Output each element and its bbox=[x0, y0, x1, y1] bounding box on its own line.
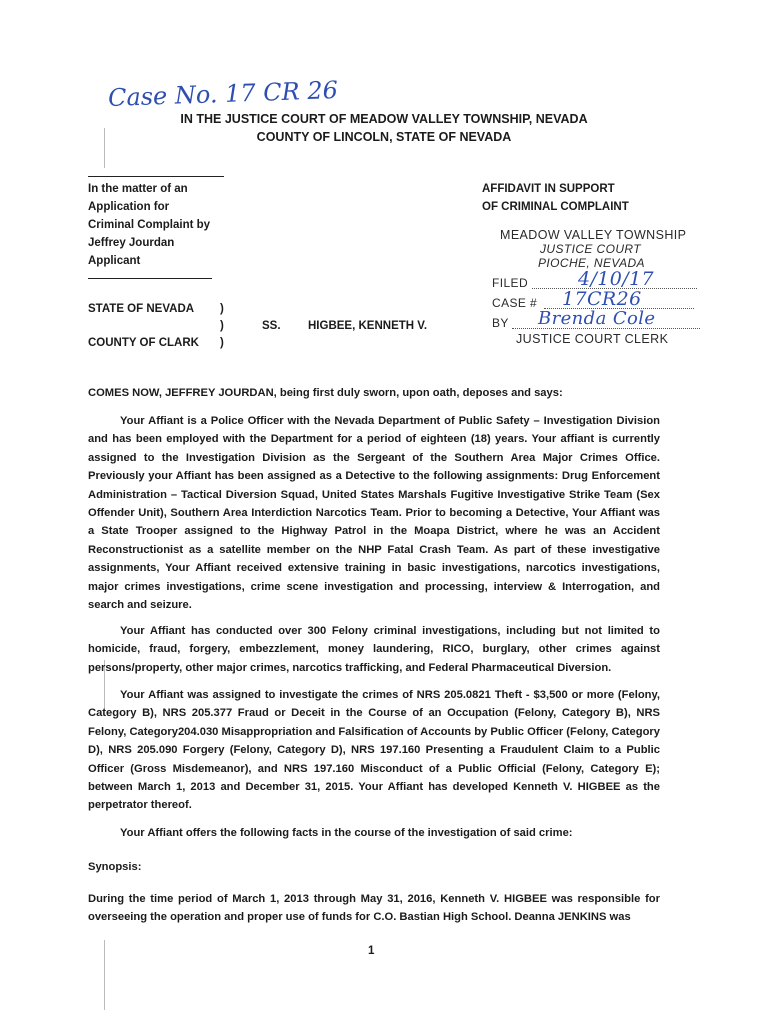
scan-margin-mark bbox=[104, 940, 105, 1010]
stamp-township: MEADOW VALLEY TOWNSHIP bbox=[500, 228, 687, 242]
page-number: 1 bbox=[368, 945, 375, 957]
affidavit-title bbox=[482, 180, 629, 216]
body-paragraph-qualifications: Your Affiant is a Police Officer with the Nevada Department of Public Safety – Investigation Division and has been employed with the Department for a period of eighteen (18) years. Your affiant is currently assigned to the Investigation Division as the Sergeant of the Southern Area Major Crimes Office. Previously your Affiant has been assigned as a Detective to the following assignments: Drug Enforcement Administration – Tactical Diversion Squad, United States Marshals Fugitive Investigative Strike Team (Sex Offender Unit), Southern Area Interdiction Narcotics Team. Prior to becoming a Detective, Your Affiant was a State Trooper assigned to the Highway Patrol in the Moapa District, where he was an Accident Reconstructionist as a satellite member on the NHP Fatal Crash Team. As part of these investigative assignments, Your Affiant received extensive training in basic investigations, narcotics investigations, major crimes investigations, crime scene investigation and processing, interview & Interrogation, and search and seizure. bbox=[88, 415, 660, 612]
matter-line: Jeffrey Jourdan bbox=[88, 237, 175, 249]
stamp-clerk-signature: Brenda Cole bbox=[538, 308, 656, 329]
venue-state: STATE OF NEVADA bbox=[88, 303, 195, 315]
stamp-clerk-title: JUSTICE COURT CLERK bbox=[516, 332, 669, 346]
comes-now-paragraph: COMES NOW, JEFFREY JOURDAN, being first duly sworn, upon oath, deposes and says: bbox=[88, 387, 563, 399]
matter-line: Criminal Complaint by bbox=[88, 219, 211, 231]
body-paragraph-experience: Your Affiant has conducted over 300 Felony criminal investigations, including but not limited to homicide, fraud, forgery, embezzlement, money laundering, RICO, burglary, other crimes against persons/property, other major crimes, narcotics trafficking, and Federal Pharmaceutical Diversion. bbox=[88, 625, 660, 674]
venue-county: COUNTY OF CLARK bbox=[88, 337, 199, 349]
body-paragraph-facts-intro: Your Affiant offers the following facts in the course of the investigation of said crime: bbox=[120, 827, 573, 839]
affidavit-title-line: OF CRIMINAL COMPLAINT bbox=[482, 201, 629, 213]
court-title-line1: IN THE JUSTICE COURT OF MEADOW VALLEY TOWNSHIP, NEVADA bbox=[180, 112, 588, 126]
venue-ss: SS. bbox=[262, 320, 281, 332]
stamp-case-label: CASE # bbox=[492, 296, 538, 310]
stamp-location: PIOCHE, NEVADA bbox=[538, 256, 645, 270]
body-paragraph-charges: Your Affiant was assigned to investigate the crimes of NRS 205.0821 Theft - $3,500 or more (Felony, Category B), NRS 205.377 Fraud or Deceit in the Course of an Occupation (Felony, Category B), NRS Felony, Category204.030 Misappropriation and Falsification of Accounts by Public Officer (Felony, Category D), NRS 205.090 Forgery (Felony, Category D), NRS 197.160 Presenting a Fraudulent Claim to a Public Officer (Gross Misdemeanor), and NRS 197.160 Misconduct of a Public Official (Felony, Category E); between March 1, 2013 and December 31, 2015. Your Affiant has developed Kenneth V. HIGBEE as the perpetrator thereof. bbox=[88, 689, 660, 812]
affidavit-title-line: AFFIDAVIT IN SUPPORT bbox=[482, 183, 615, 195]
matter-line: Applicant bbox=[88, 255, 141, 267]
matter-line: In the matter of an bbox=[88, 183, 188, 195]
venue-paren: ) bbox=[220, 337, 224, 349]
venue-paren: ) bbox=[220, 303, 224, 315]
matter-block bbox=[88, 180, 210, 270]
stamp-by-row bbox=[482, 308, 702, 332]
court-title-line2: COUNTY OF LINCOLN, STATE OF NEVADA bbox=[256, 130, 512, 144]
stamp-by-label: BY bbox=[492, 316, 509, 330]
handwritten-case-number: Case No. 17 CR 26 bbox=[107, 75, 339, 113]
body-paragraph-synopsis: During the time period of March 1, 2013 through May 31, 2016, Kenneth V. HIGBEE was responsible for overseeing the operation and proper use of funds for C.O. Bastian High School. Deanna JENKINS was bbox=[88, 893, 660, 924]
venue-paren: ) bbox=[220, 320, 224, 332]
stamp-court: JUSTICE COURT bbox=[540, 242, 641, 256]
synopsis-heading: Synopsis: bbox=[88, 861, 142, 873]
stamp-filed-label: FILED bbox=[492, 276, 529, 290]
stamp-case-number: 17CR26 bbox=[562, 288, 642, 310]
defendant-name: HIGBEE, KENNETH V. bbox=[308, 320, 428, 332]
filing-stamp bbox=[482, 228, 702, 346]
matter-top-rule bbox=[88, 176, 224, 177]
stamp-filed-date: 4/10/17 bbox=[578, 268, 655, 290]
matter-bottom-rule bbox=[88, 278, 212, 279]
matter-line: Application for bbox=[88, 201, 170, 213]
